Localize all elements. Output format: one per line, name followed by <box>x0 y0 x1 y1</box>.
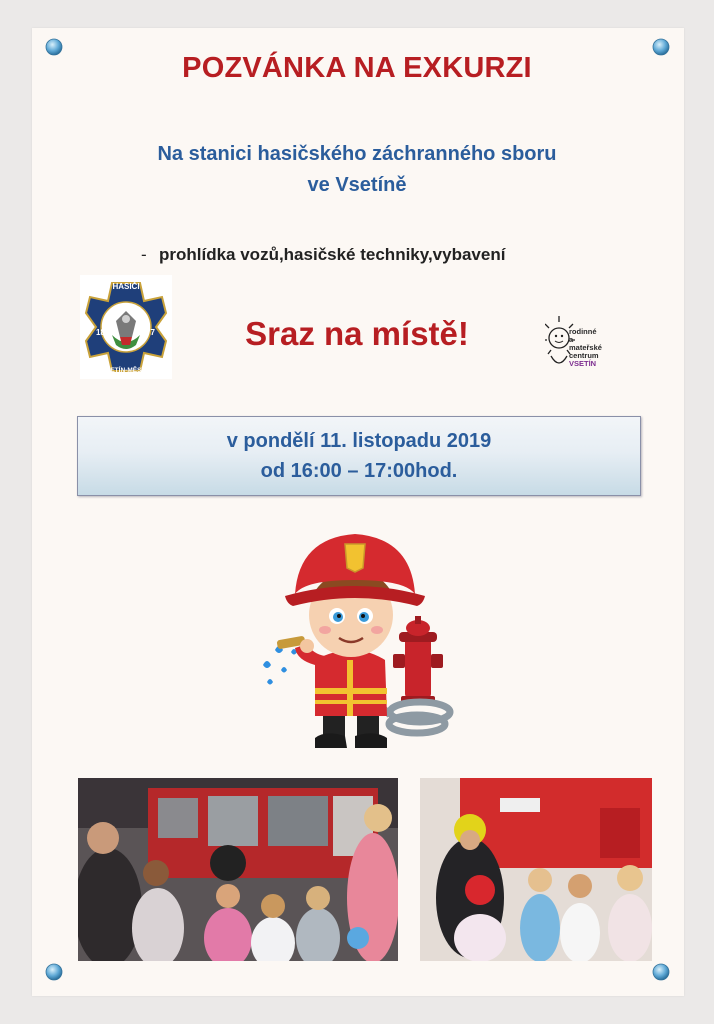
meeting-info: Sraz na místě! <box>245 315 469 352</box>
poster-subtitle <box>0 139 714 201</box>
poster-title: POZVÁNKA NA EXKURZI <box>182 52 532 84</box>
firefighter-with-children-photo <box>420 778 652 961</box>
family-center-logo-text <box>569 328 629 368</box>
pin-icon <box>652 963 670 981</box>
emblem-year-right: 77 <box>146 328 155 337</box>
emblem-top-text: HASIČI <box>112 282 140 291</box>
program-bullet <box>141 245 505 265</box>
bullet-dash: - <box>141 245 147 264</box>
pin-icon <box>45 963 63 981</box>
children-at-fire-truck-photo <box>78 778 398 961</box>
bullet-text: prohlídka vozů,hasičské techniky,vybavení <box>159 245 506 264</box>
date-time-box <box>77 416 641 496</box>
emblem-bottom-text: VSETÍN-MĚSTO <box>101 367 151 374</box>
event-time: od 16:00 – 17:00hod. <box>260 460 458 482</box>
rmc-line-3: mateřské <box>569 343 602 352</box>
subtitle-line-2: ve Vsetíně <box>307 174 407 196</box>
firefighter-boy-with-hose-icon <box>255 520 465 755</box>
rmc-city: VSETÍN <box>569 359 597 368</box>
rmc-line-2: a <box>569 335 574 344</box>
rmc-line-4: centrum <box>569 351 599 360</box>
event-date: v pondělí 11. listopadu 2019 <box>226 430 492 452</box>
emblem-year-left: 18 <box>96 328 105 337</box>
rmc-line-1: rodinné <box>569 327 597 336</box>
subtitle-line-1: Na stanici hasičského záchranného sboru <box>157 143 557 165</box>
